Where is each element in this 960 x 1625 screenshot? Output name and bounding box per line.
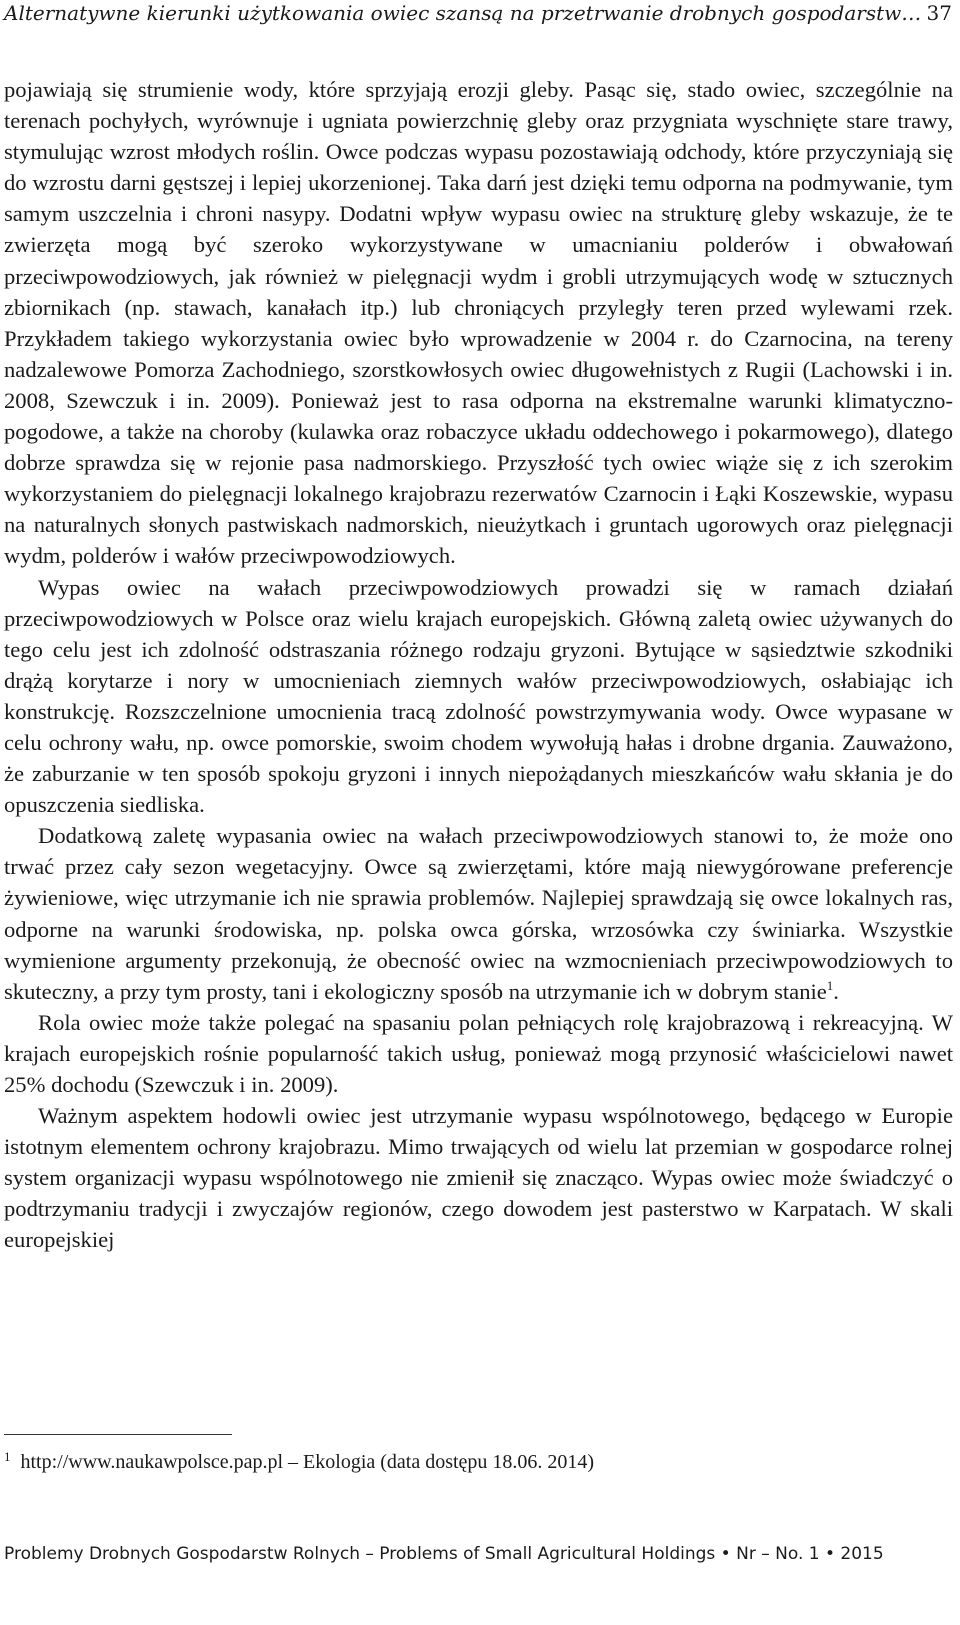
paragraph (4, 820, 953, 1007)
journal-footer: Problemy Drobnych Gospodarstw Rolnych – Problems of Small Agricultural Holdings • Nr – No. 1 • 2015 (4, 1544, 884, 1564)
footnote-text[interactable]: http://www.naukawpolsce.pap.pl – Ekologia (data dostępu 18.06. 2014) (20, 1451, 595, 1473)
paragraph-text: pojawiają się strumienie wody, które sprzyjają erozji gleby. Pasąc się, stado owiec, szczególnie na terenach pochyłych, wyrównuje i ugniata powierzchnię gleby oraz przygniata wyschnięte stare trawy, stymulując wzrost młodych roślin. Owce podczas wypasu pozostawiają odchody, które przyczyniają się do wzrostu darni gęstszej i lepiej ukorzenionej. Taka darń jest dzięki temu odporna na podmywanie, tym samym uszczelnia i chroni nasypy. Dodatni wpływ wypasu owiec na strukturę gleby wskazuje, że te zwierzęta mogą być szeroko wykorzystywane w umacnianiu polderów i obwałowań przeciwpowodziowych, jak również w pielęgnacji wydm i grobli utrzymujących wodę w sztucznych zbiornikach (np. stawach, kanałach itp.) lub chroniących przyległy teren przed wylewami rzek. Przykładem takiego wykorzystania owiec było wprowadzenie w 2004 r. do Czarnocina, na tereny nadzalewowe Pomorza Zachodniego, szorstkowłosych owiec długowełnistych z Rugii (Lachowski i in. 2008, Szewczuk i in. 2009). Ponieważ jest to rasa odporna na ekstremalne warunki klimatyczno-pogodowe, a także na choroby (kulawka oraz robaczyce układu oddechowego i pokarmowego), dlatego dobrze sprawdza się w rejonie pasa nadmorskiego. Przyszłość tych owiec wiąże się z ich szerokim wykorzystaniem do pielęgnacji lokalnego krajobrazu rezerwatów Czarnocin i Łąki Koszewskie, wypasu na naturalnych słonych pastwiskach nadmorskich, nieużytkach i gruntach ugorowych oraz pielęgnacji wydm, polderów i wałów przeciwpowodziowych. (4, 77, 953, 569)
page-number: 37 (926, 1, 952, 25)
paragraph-text: Wypas owiec na wałach przeciwpowodziowych prowadzi się w ramach działań przeciwpowodziowych w Polsce oraz wielu krajach europejskich. Główną zaletą owiec używanych do tego celu jest ich zdolność odstraszania różnego rodzaju gryzoni. Bytujące w sąsiedztwie szkodniki drążą korytarze i nory w umocnieniach ziemnych wałów przeciwpowodziowych, osłabiając ich konstrukcję. Rozszczelnione umocnienia tracą zdolność powstrzymywania wody. Owce wypasane w celu ochrony wału, np. owce pomorskie, swoim chodem wywołują hałas i drobne drgania. Zauważono, że zaburzanie w ten sposób spokoju gryzoni i innych niepożądanych mieszkańców wału skłania je do opuszczenia siedliska. (4, 574, 953, 818)
footnote (4, 1444, 944, 1475)
running-title: Alternatywne kierunki użytkowania owiec szansą na przetrwanie drobnych gospodarstw… (4, 1, 922, 25)
footnote-mark: 1 (4, 1449, 11, 1464)
paragraph-text-end: . (833, 978, 839, 1004)
running-header (4, 0, 956, 34)
paragraph (4, 572, 953, 821)
paragraph-text: Dodatkową zaletę wypasania owiec na wałach przeciwpowodziowych stanowi to, że może ono trwać przez cały sezon wegetacyjny. Owce są zwierzętami, które mają niewygórowane preferencje żywieniowe, więc utrzymanie ich nie sprawia problemów. Najlepiej sprawdzają się owce lokalnych ras, odporne na warunki środowiska, np. polska owca górska, wrzosówka czy świniarka. Wszystkie wymienione argumenty przekonują, że obecność owiec na wzmocnieniach przeciwpowodziowych to skuteczny, a przy tym prosty, tani i ekologiczny sposób na utrzymanie ich w dobrym stanie (4, 823, 953, 1004)
footnote-divider (4, 1434, 232, 1435)
paragraph-text: Rola owiec może także polegać na spasaniu polan pełniących rolę krajobrazową i rekreacyjną. W krajach europejskich rośnie popularność takich usług, ponieważ mogą przynosić właścicielowi nawet 25% dochodu (Szewczuk i in. 2009). (4, 1009, 953, 1097)
article-body (4, 74, 953, 1256)
footnote-reference[interactable]: 1 (826, 977, 834, 993)
paragraph (4, 1100, 953, 1255)
paragraph-text: Ważnym aspektem hodowli owiec jest utrzymanie wypasu wspólnotowego, będącego w Europie istotnym elementem ochrony krajobrazu. Mimo trwających od wielu lat przemian w gospodarce rolnej system organizacji wypasu wspólnotowego nie zmienił się znacząco. Wypas owiec może świadczyć o podtrzymaniu tradycji i zwyczajów regionów, czego dowodem jest pasterstwo w Karpatach. W skali europejskiej (4, 1103, 953, 1253)
paragraph (4, 74, 953, 572)
paragraph (4, 1007, 953, 1100)
